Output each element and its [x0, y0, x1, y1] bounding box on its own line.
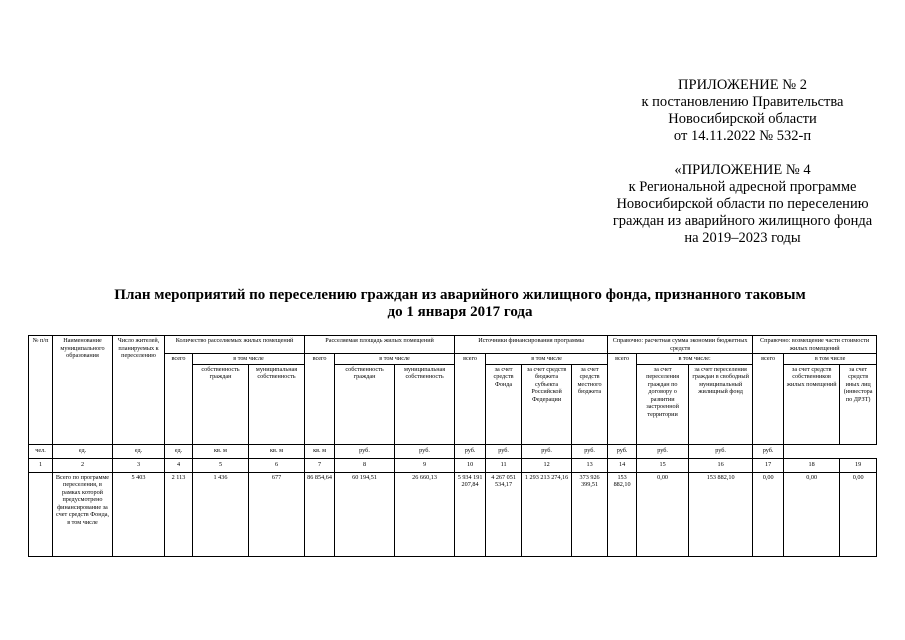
header-total: всего: [305, 354, 335, 445]
table-row: [29, 472, 877, 556]
column-number: 16: [689, 458, 753, 472]
row-cell: 0,00: [753, 472, 784, 556]
unit-cell: руб.: [572, 444, 608, 458]
unit-cell: ед.: [53, 444, 113, 458]
header-name: Наименование муниципального образования: [53, 336, 113, 445]
row-cell: 373 926 399,51: [572, 472, 608, 556]
unit-cell: чел.: [29, 444, 53, 458]
unit-cell: руб.: [455, 444, 486, 458]
header-municipal-prop: муниципальная собственность: [249, 364, 305, 444]
header-incl: в том числе: [486, 354, 608, 365]
column-number: 9: [395, 458, 455, 472]
header-citizen-prop: собственность граждан: [193, 364, 249, 444]
column-number: 18: [784, 458, 840, 472]
plan-table: [28, 335, 877, 557]
appendix-line: «ПРИЛОЖЕНИЕ № 4: [674, 162, 811, 178]
column-number: 17: [753, 458, 784, 472]
header-local-budget: за счет средств местного бюджета: [572, 364, 608, 444]
row-cell: 2 113: [165, 472, 193, 556]
unit-cell: кв. м: [193, 444, 249, 458]
header-total: всего: [455, 354, 486, 445]
title-line: до 1 января 2017 года: [387, 304, 533, 320]
header-subject-budget: за счет средств бюджета субъекта Российской Федерации: [522, 364, 572, 444]
header-reference-group: Справочно: расчетная сумма экономии бюджетных средств: [608, 336, 753, 354]
column-number: 4: [165, 458, 193, 472]
appendix-line: ПРИЛОЖЕНИЕ № 2: [678, 77, 807, 93]
unit-cell: руб.: [689, 444, 753, 458]
row-name: Всего по программе переселения, в рамках которой предусмотрено финансирование за счет средств Фонда, в том числе: [53, 472, 113, 556]
appendix-header: [560, 77, 905, 247]
row-cell: 5 934 191 207,84: [455, 472, 486, 556]
header-municipal-prop: муниципальная собственность: [395, 364, 455, 444]
row-cell: 0,00: [637, 472, 689, 556]
appendix-line: на 2019–2023 годы: [684, 230, 801, 246]
header-finance-group: Источники финансирования программы: [455, 336, 608, 354]
row-cell: 60 194,51: [335, 472, 395, 556]
unit-cell: руб.: [395, 444, 455, 458]
header-owners-funds: за счет средств собственников жилых помещений: [784, 364, 840, 444]
unit-cell: кв. м: [249, 444, 305, 458]
header-incl: в том числе: [784, 354, 877, 365]
header-rooms-group: Количество расселяемых жилых помещений: [165, 336, 305, 354]
header-other-funds: за счет средств иных лиц (инвестора по ДРЗТ): [840, 364, 877, 444]
appendix-line: от 14.11.2022 № 532-п: [673, 128, 812, 144]
unit-cell: руб.: [608, 444, 637, 458]
row-cell: 153 882,10: [689, 472, 753, 556]
column-number: 19: [840, 458, 877, 472]
column-number: 10: [455, 458, 486, 472]
unit-cell: кв. м: [305, 444, 335, 458]
header-total: всего: [608, 354, 637, 445]
header-num: № п/п: [29, 336, 53, 445]
column-number: 12: [522, 458, 572, 472]
column-number: 11: [486, 458, 522, 472]
header-total: всего: [165, 354, 193, 445]
row-cell: 677: [249, 472, 305, 556]
row-cell: 153 882,10: [608, 472, 637, 556]
column-number: 13: [572, 458, 608, 472]
row-num: [29, 472, 53, 556]
unit-cell: руб.: [637, 444, 689, 458]
header-area-group: Расселяемая площадь жилых помещений: [305, 336, 455, 354]
unit-cell: руб.: [335, 444, 395, 458]
row-cell: 4 267 051 534,17: [486, 472, 522, 556]
column-number: 14: [608, 458, 637, 472]
header-incl: в том числе: [335, 354, 455, 365]
unit-cell: руб.: [522, 444, 572, 458]
appendix-line: к Региональной адресной программе: [628, 179, 857, 195]
unit-cell: руб.: [753, 444, 784, 458]
column-number: 5: [193, 458, 249, 472]
column-number: 2: [53, 458, 113, 472]
units-row: [29, 444, 877, 458]
header-incl: в том числе: [193, 354, 305, 365]
column-number: 6: [249, 458, 305, 472]
row-cell: 0,00: [784, 472, 840, 556]
appendix-line: Новосибирской области: [668, 111, 817, 127]
header-fund: за счет средств Фонда: [486, 364, 522, 444]
document-title: [60, 287, 860, 321]
column-number: 7: [305, 458, 335, 472]
row-cell: 1 293 213 274,16: [522, 472, 572, 556]
row-cell: 0,00: [840, 472, 877, 556]
unit-cell: ед.: [113, 444, 165, 458]
column-number: 8: [335, 458, 395, 472]
column-number: 3: [113, 458, 165, 472]
row-cell: 1 436: [193, 472, 249, 556]
unit-cell: руб.: [486, 444, 522, 458]
unit-cell: ед.: [165, 444, 193, 458]
header-reimburse-group: Справочно: возмещение части стоимости жилых помещений: [753, 336, 877, 354]
title-line: План мероприятий по переселению граждан из аварийного жилищного фонда, признанного таковым: [114, 287, 806, 303]
column-number: 1: [29, 458, 53, 472]
header-residents: Число жителей, планируемых к переселению: [113, 336, 165, 445]
appendix-line: Новосибирской области по переселению: [616, 196, 869, 212]
appendix-line: граждан из аварийного жилищного фонда: [612, 213, 873, 229]
row-cell: 5 403: [113, 472, 165, 556]
header-incl: в том числе:: [637, 354, 753, 365]
header-total: всего: [753, 354, 784, 445]
row-cell: 86 854,64: [305, 472, 335, 556]
column-numbers-row: [29, 458, 877, 472]
appendix-line: к постановлению Правительства: [641, 94, 844, 110]
header-dev-contract: за счет переселения граждан по договору о развитии застроенной территории: [637, 364, 689, 444]
row-cell: 26 660,13: [395, 472, 455, 556]
header-citizen-prop: собственность граждан: [335, 364, 395, 444]
header-free-fund: за счет переселения граждан в свободный муниципальный жилищный фонд: [689, 364, 753, 444]
column-number: 15: [637, 458, 689, 472]
